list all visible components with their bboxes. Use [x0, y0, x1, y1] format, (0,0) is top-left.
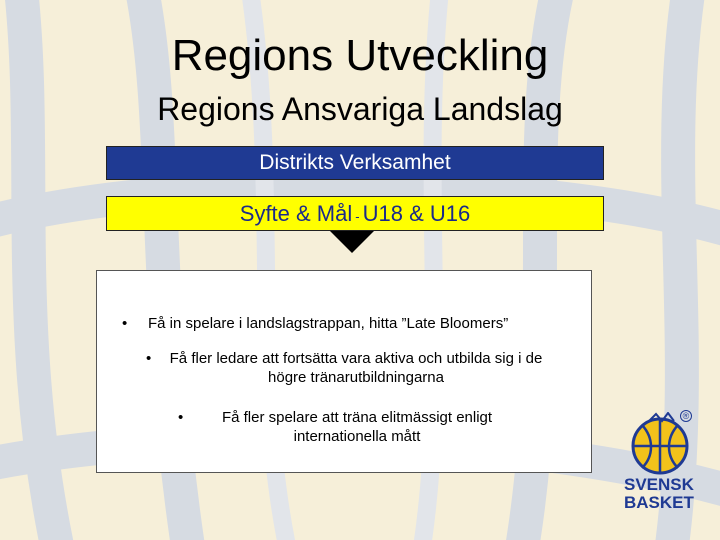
banner-syfte-label: Syfte & Mål	[239, 201, 353, 226]
logo-text-line2: BASKET	[624, 493, 694, 512]
bullet-item	[122, 314, 568, 333]
banner-distrikts-verksamhet: Distrikts Verksamhet	[106, 146, 604, 180]
banner-age-groups: U18 & U16	[362, 201, 471, 226]
bullet-text: Få fler spelare att träna elitmässigt enligt internationella mått	[221, 409, 493, 445]
banner-dash: -	[355, 209, 360, 224]
basketball-icon	[628, 412, 692, 476]
down-arrow-icon	[330, 231, 374, 253]
banner-syfte-mal	[106, 196, 604, 231]
bullet-text: Få fler ledare att fortsätta vara aktiva och utbilda sig i de högre tränarutbildningarna	[169, 350, 543, 386]
bullet-marker: •	[146, 350, 152, 367]
page-subtitle: Regions Ansvariga Landslag	[157, 91, 563, 127]
bullet-marker: •	[122, 315, 128, 332]
bullet-item	[178, 408, 522, 446]
logo-text-line1: SVENSK	[624, 475, 694, 494]
page-title: Regions Utveckling	[171, 31, 549, 80]
bullet-item	[146, 349, 546, 387]
registered-mark: ®	[680, 410, 692, 422]
bullet-marker: •	[178, 409, 184, 426]
svensk-basket-logo	[624, 410, 692, 514]
bullet-text: Få in spelare i landslagstrappan, hitta ”Late Bloomers”	[148, 315, 509, 332]
